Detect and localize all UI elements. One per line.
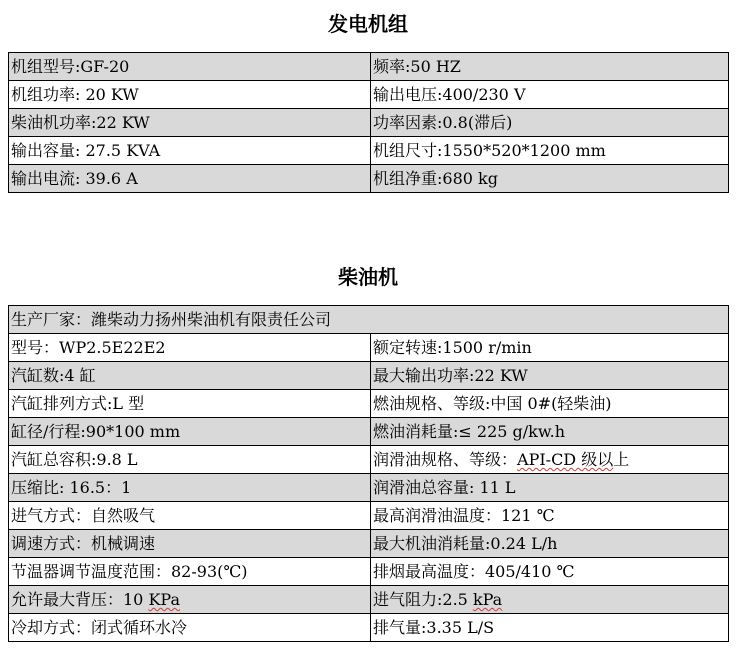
- table-row: [9, 502, 729, 530]
- spec-thermostat-range: 节温器调节温度范围：82-93(℃): [9, 558, 371, 586]
- spec-lube-oil-grade: 润滑油规格、等级：API-CD 级以上: [371, 446, 729, 474]
- engine-section-title: 柴油机: [338, 265, 398, 289]
- spellcheck-underline: KPa: [148, 590, 180, 609]
- table-row: [9, 165, 729, 193]
- spec-fuel-grade: 燃油规格、等级:中国 0#(轻柴油): [371, 390, 729, 418]
- spellcheck-underline: kPa: [472, 590, 503, 609]
- spec-displacement: 汽缸总容积:9.8 L: [9, 446, 371, 474]
- spec-max-back-pressure: 允许最大背压：10 KPa: [9, 586, 371, 614]
- generator-section-title: 发电机组: [328, 12, 408, 36]
- table-row: [9, 558, 729, 586]
- spec-cylinders: 汽缸数:4 缸: [9, 362, 371, 390]
- spec-engine-model: 型号：WP2.5E22E2: [9, 334, 371, 362]
- spec-max-lube-oil-temp: 最高润滑油温度：121 ℃: [371, 502, 729, 530]
- spec-dimensions: 机组尺寸:1550*520*1200 mm: [371, 137, 729, 165]
- spec-governor-type: 调速方式：机械调速: [9, 530, 371, 558]
- table-row: [9, 474, 729, 502]
- spec-fuel-consumption: 燃油消耗量:≤ 225 g/kw.h: [371, 418, 729, 446]
- table-row: [9, 306, 729, 334]
- spec-max-output-power: 最大输出功率:22 KW: [371, 362, 729, 390]
- spec-exhaust-volume: 排气量:3.35 L/S: [371, 614, 729, 642]
- spec-cooling-method: 冷却方式：闭式循环水冷: [9, 614, 371, 642]
- spec-output-voltage: 输出电压:400/230 V: [371, 81, 729, 109]
- table-row: [9, 137, 729, 165]
- spec-compression-ratio: 压缩比: 16.5：1: [9, 474, 371, 502]
- spec-power-factor: 功率因素:0.8(滞后): [371, 109, 729, 137]
- spec-intake-resistance: 进气阻力:2.5 kPa: [371, 586, 729, 614]
- table-row: [9, 530, 729, 558]
- spec-net-weight: 机组净重:680 kg: [371, 165, 729, 193]
- generator-spec-table: [8, 52, 729, 193]
- spellcheck-underline: API-CD 级以: [517, 450, 614, 469]
- table-row: [9, 53, 729, 81]
- table-row: [9, 446, 729, 474]
- spec-frequency: 频率:50 HZ: [371, 53, 729, 81]
- spec-rated-speed: 额定转速:1500 r/min: [371, 334, 729, 362]
- spec-max-oil-consumption: 最大机油消耗量:0.24 L/h: [371, 530, 729, 558]
- spec-diesel-power: 柴油机功率:22 KW: [9, 109, 371, 137]
- table-row: [9, 362, 729, 390]
- spec-lube-oil-capacity: 润滑油总容量: 11 L: [371, 474, 729, 502]
- table-row: [9, 109, 729, 137]
- spec-manufacturer: 生产厂家：潍柴动力扬州柴油机有限责任公司: [9, 306, 729, 334]
- spec-max-exhaust-temp: 排烟最高温度：405/410 ℃: [371, 558, 729, 586]
- spec-intake-method: 进气方式：自然吸气: [9, 502, 371, 530]
- table-row: [9, 586, 729, 614]
- table-row: [9, 418, 729, 446]
- spec-cylinder-arrangement: 汽缸排列方式:L 型: [9, 390, 371, 418]
- spec-model: 机组型号:GF-20: [9, 53, 371, 81]
- engine-spec-table: [8, 305, 729, 642]
- spec-bore-stroke: 缸径/行程:90*100 mm: [9, 418, 371, 446]
- table-row: [9, 614, 729, 642]
- spec-output-capacity: 输出容量: 27.5 KVA: [9, 137, 371, 165]
- spec-output-current: 输出电流: 39.6 A: [9, 165, 371, 193]
- table-row: [9, 390, 729, 418]
- spec-power: 机组功率: 20 KW: [9, 81, 371, 109]
- table-row: [9, 334, 729, 362]
- table-row: [9, 81, 729, 109]
